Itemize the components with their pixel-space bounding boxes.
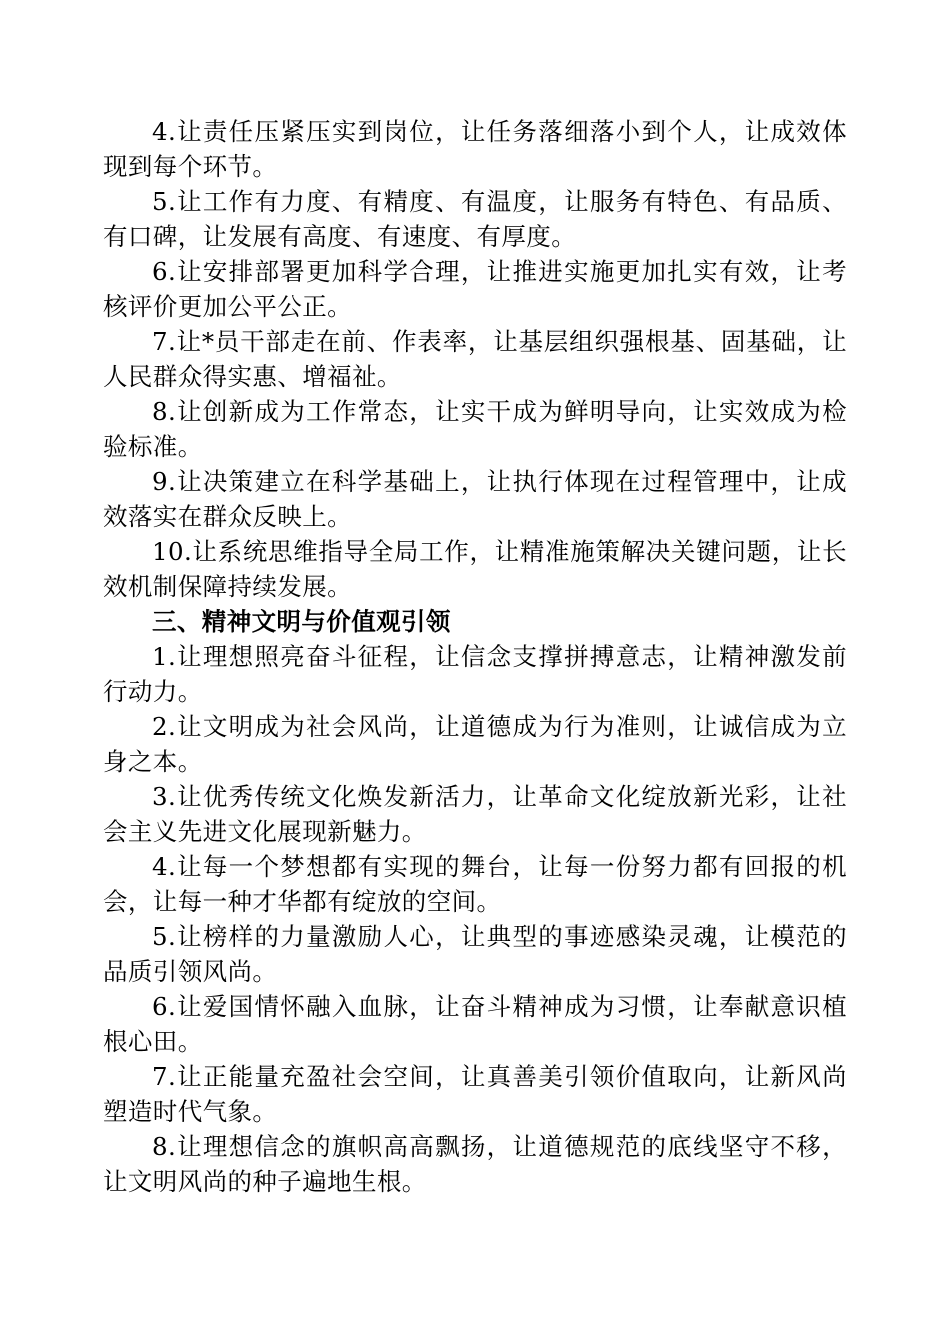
paragraph-item-3: 3.让优秀传统文化焕发新活力，让革命文化绽放新光彩，让社会主义先进文化展现新魅力。 [103, 782, 847, 846]
paragraph-item-6: 6.让安排部署更加科学合理，让推进实施更加扎实有效，让考核评价更加公平公正。 [103, 257, 847, 321]
paragraph-item-8: 8.让理想信念的旗帜高高飘扬，让道德规范的底线坚守不移，让文明风尚的种子遍地生根。 [103, 1132, 847, 1196]
paragraph-item-5: 5.让工作有力度、有精度、有温度，让服务有特色、有品质、有口碑，让发展有高度、有速度、有厚度。 [103, 187, 847, 251]
paragraph-item-7: 7.让正能量充盈社会空间，让真善美引领价值取向，让新风尚塑造时代气象。 [103, 1062, 847, 1126]
paragraph-item-1: 1.让理想照亮奋斗征程，让信念支撑拼搏意志，让精神激发前行动力。 [103, 642, 847, 706]
paragraph-item-4: 4.让责任压紧压实到岗位，让任务落细落小到个人，让成效体现到每个环节。 [103, 117, 847, 181]
paragraph-item-5: 5.让榜样的力量激励人心，让典型的事迹感染灵魂，让模范的品质引领风尚。 [103, 922, 847, 986]
paragraph-item-9: 9.让决策建立在科学基础上，让执行体现在过程管理中，让成效落实在群众反映上。 [103, 467, 847, 531]
paragraph-item-10: 10.让系统思维指导全局工作，让精准施策解决关键问题，让长效机制保障持续发展。 [103, 537, 847, 601]
paragraph-item-4: 4.让每一个梦想都有实现的舞台，让每一份努力都有回报的机会，让每一种才华都有绽放的空间。 [103, 852, 847, 916]
section-heading: 三、精神文明与价值观引领 [152, 607, 451, 636]
paragraph-item-7: 7.让*员干部走在前、作表率，让基层组织强根基、固基础，让人民群众得实惠、增福祉。 [103, 327, 847, 391]
paragraph-item-6: 6.让爱国情怀融入血脉，让奋斗精神成为习惯，让奉献意识植根心田。 [103, 992, 847, 1056]
paragraph-item-2: 2.让文明成为社会风尚，让道德成为行为准则，让诚信成为立身之本。 [103, 712, 847, 776]
paragraph-item-8: 8.让创新成为工作常态，让实干成为鲜明导向，让实效成为检验标准。 [103, 397, 847, 461]
document-page [103, 114, 847, 1199]
